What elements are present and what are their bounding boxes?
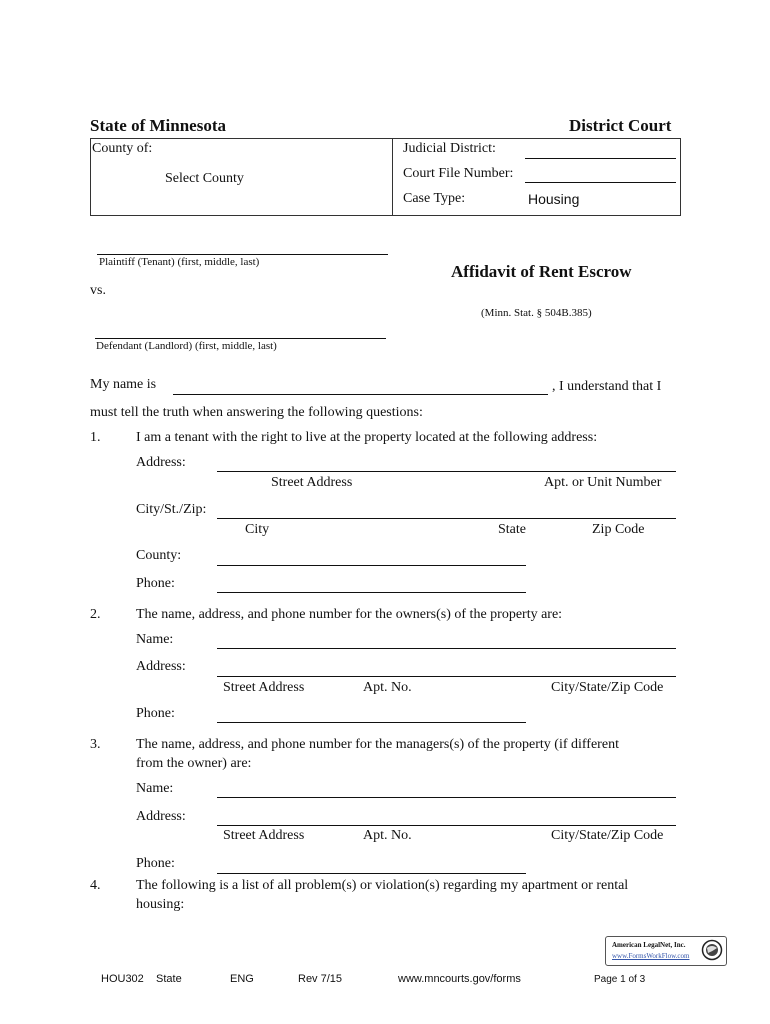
q1-apt-caption: Apt. or Unit Number xyxy=(544,475,662,490)
state-heading: State of Minnesota xyxy=(90,116,226,135)
q1-address-label: Address: xyxy=(136,455,186,470)
county-label: County of: xyxy=(92,141,153,156)
q2-phone-field[interactable] xyxy=(217,706,526,723)
plaintiff-field[interactable] xyxy=(97,238,388,255)
footer-rev: Rev 7/15 xyxy=(298,973,343,985)
q3-name-field[interactable] xyxy=(217,781,676,798)
q1-city-field[interactable] xyxy=(217,502,676,519)
q4-text-line2: housing: xyxy=(136,897,185,912)
q4-number: 4. xyxy=(90,878,101,893)
footer-page: Page 1 of 3 xyxy=(594,974,646,985)
footer-state: State xyxy=(156,973,182,985)
truth-text: must tell the truth when answering the following questions: xyxy=(90,405,423,420)
q3-phone-field[interactable] xyxy=(217,857,526,874)
q1-county-label: County: xyxy=(136,548,182,563)
q1-number: 1. xyxy=(90,430,101,445)
q3-csz-caption: City/State/Zip Code xyxy=(551,828,664,843)
q2-address-field[interactable] xyxy=(217,660,676,677)
q3-number: 3. xyxy=(90,737,101,752)
my-name-field[interactable] xyxy=(173,378,548,395)
case-type-label: Case Type: xyxy=(403,191,466,206)
q3-name-label: Name: xyxy=(136,781,174,796)
q2-apt-caption: Apt. No. xyxy=(363,680,412,695)
q4-text-line1: The following is a list of all problem(s) or violation(s) regarding my apartment or rental xyxy=(136,878,629,893)
footer-form-id: HOU302 xyxy=(101,973,144,985)
q3-text-line1: The name, address, and phone number for the managers(s) of the property (if different xyxy=(136,737,619,752)
q3-apt-caption: Apt. No. xyxy=(363,828,412,843)
q2-address-label: Address: xyxy=(136,659,186,674)
q3-street-caption: Street Address xyxy=(223,828,305,843)
logo-line1: American LegalNet, Inc. xyxy=(612,941,686,949)
understand-text: , I understand that I xyxy=(552,379,662,394)
q1-state-caption: State xyxy=(498,522,526,537)
q1-city-caption: City xyxy=(245,522,270,537)
case-type-value: Housing xyxy=(528,191,580,207)
judicial-district-label: Judicial District: xyxy=(403,141,496,156)
form-title: Affidavit of Rent Escrow xyxy=(451,262,632,281)
q2-text: The name, address, and phone number for the owners(s) of the property are: xyxy=(136,607,563,622)
q1-text: I am a tenant with the right to live at the property located at the following address: xyxy=(136,430,598,445)
q1-zip-caption: Zip Code xyxy=(592,522,645,537)
q1-phone-label: Phone: xyxy=(136,576,175,591)
footer-url[interactable]: www.mncourts.gov/forms xyxy=(398,973,521,985)
statute-reference: (Minn. Stat. § 504B.385) xyxy=(481,307,592,319)
logo-line2[interactable]: www.FormsWorkFlow.com xyxy=(612,952,690,960)
q2-phone-label: Phone: xyxy=(136,706,175,721)
court-file-label: Court File Number: xyxy=(403,166,514,181)
q2-name-label: Name: xyxy=(136,632,174,647)
court-heading: District Court xyxy=(569,116,672,135)
county-select[interactable]: Select County xyxy=(165,171,244,186)
q2-number: 2. xyxy=(90,607,101,622)
my-name-label: My name is xyxy=(90,377,157,392)
header-divider xyxy=(392,138,393,215)
q1-address-field[interactable] xyxy=(217,455,676,472)
defendant-label: Defendant (Landlord) (first, middle, last) xyxy=(96,340,277,352)
q1-county-field[interactable] xyxy=(217,549,526,566)
legalnet-logo[interactable] xyxy=(605,936,727,966)
q3-address-field[interactable] xyxy=(217,809,676,826)
q2-street-caption: Street Address xyxy=(223,680,305,695)
q2-name-field[interactable] xyxy=(217,632,676,649)
judicial-district-field[interactable] xyxy=(525,142,676,159)
q3-phone-label: Phone: xyxy=(136,856,175,871)
vs-label: vs. xyxy=(90,283,106,298)
q3-text-line2: from the owner) are: xyxy=(136,756,252,771)
defendant-field[interactable] xyxy=(95,322,386,339)
q1-phone-field[interactable] xyxy=(217,576,526,593)
q1-street-caption: Street Address xyxy=(271,475,353,490)
court-file-field[interactable] xyxy=(525,166,676,183)
q2-csz-caption: City/State/Zip Code xyxy=(551,680,664,695)
globe-icon xyxy=(701,939,723,961)
footer-lang: ENG xyxy=(230,973,254,985)
q1-city-label: City/St./Zip: xyxy=(136,502,207,517)
q3-address-label: Address: xyxy=(136,809,186,824)
plaintiff-label: Plaintiff (Tenant) (first, middle, last) xyxy=(99,256,260,268)
